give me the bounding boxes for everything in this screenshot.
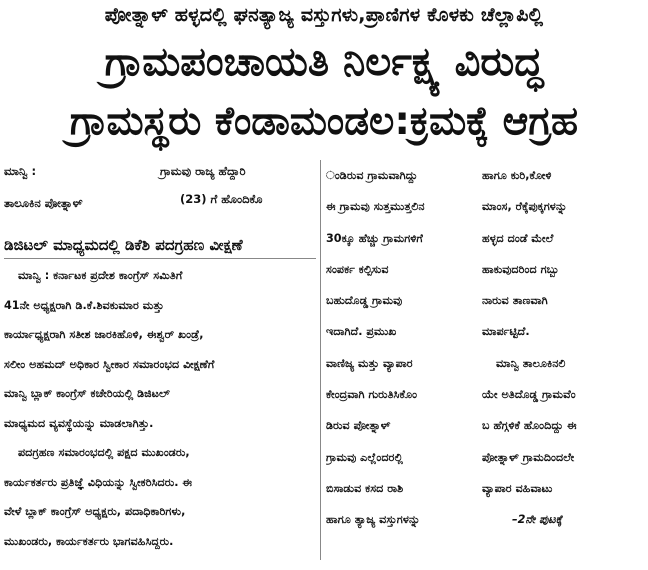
- column-line: ಗ್ರಾಮವು ಎಲ್ಲೆಂದರಲ್ಲಿ: [326, 450, 403, 464]
- sub-story-line: ಮಾನ್ವಿ : ಕರ್ನಾಟಕ ಪ್ರದೇಶ ಕಾಂಗ್ರೆಸ್ ಸಮಿತಿಗೆ: [18, 269, 183, 282]
- column-line: ಇದಾಗಿದೆ. ಪ್ರಮುಖ: [326, 325, 397, 339]
- dateline-text-2: ತಾಲೂಕಿನ ಪೋತ್ನಾಳ್: [4, 196, 83, 210]
- column-line: ಬಿಸಾಡುವ ಕಸದ ರಾಶಿ: [326, 481, 404, 495]
- dateline: [4, 160, 316, 216]
- column-line: ಹಾಗೂ ಕುರಿ,ಕೋಳಿ: [482, 169, 552, 182]
- kicker-headline: ಪೋತ್ನಾಳ್ ಹಳ್ಳದಲ್ಲಿ ಘನತ್ಯಾಜ್ಯ ವಸ್ತುಗಳು,ಪ್ರಾಣಿಗಳ ಕೊಳಕು ಚೆಲ್ಲಾಪಿಲ್ಲಿ: [104, 4, 544, 26]
- column-left: [4, 160, 316, 556]
- column-line: ಂಡಿರುವ ಗ್ರಾಮವಾಗಿದ್ದು: [326, 169, 418, 182]
- column-line: 30ಕ್ಕೂ ಹೆಚ್ಚು ಗ್ರಾಮಗಳಿಗೆ: [326, 231, 423, 245]
- column-line: ಕೇಂದ್ರವಾಗಿ ಗುರುತಿಸಿಕೊಂ: [326, 388, 418, 402]
- column-line: ಡಿರುವ ಪೋತ್ನಾಳ್: [326, 419, 391, 433]
- sub-story-line: ಸಲೀಂ ಅಹಮದ್ ಅಧಿಕಾರ ಸ್ವೀಕಾರ ಸಮಾರಂಭದ ವೀಕ್ಷಣೆಗೆ: [4, 357, 215, 371]
- main-headline-line-1: ಗ್ರಾಮಪಂಚಾಯತಿ ನಿರ್ಲಕ್ಷ್ಯ ವಿರುದ್ಧ: [104, 39, 544, 85]
- column-divider: [320, 160, 321, 560]
- column-line: ಬಹುದೊಡ್ಡ ಗ್ರಾಮವು: [326, 294, 403, 308]
- sub-story-body: [4, 261, 316, 556]
- sub-story-line: ಕಾರ್ಯಾಧ್ಯಕ್ಷರಾಗಿ ಸತೀಶ ಜಾರಕಿಹೊಳಿ, ಈಶ್ವರ್ ಖಂಡ್ರೆ,: [4, 328, 204, 341]
- column-line: ವ್ಯಾಪಾರ ವಹಿವಾಟು: [482, 481, 553, 495]
- dateline-text-3: (23) ಗೆ ಹೊಂದಿಕೊ: [180, 192, 263, 206]
- sub-story-line: ಕಾರ್ಯಕರ್ತರು ಪ್ರತಿಜ್ಞೆ ವಿಧಿಯನ್ನು ಸ್ವೀಕರಿಸಿದರು. ಈ: [4, 475, 193, 489]
- column-line: ಯೇ ಅತಿದೊಡ್ಡ ಗ್ರಾಮವೆಂ: [482, 388, 576, 402]
- main-headline-line-2: ಗ್ರಾಮಸ್ಥರು ಕೆಂಡಾಮಂಡಲ:ಕ್ರಮಕ್ಕೆ ಆಗ್ರಹ: [69, 99, 579, 144]
- column-line: ಹಾಕುವುದರಿಂದ ಗಬ್ಬು: [482, 262, 560, 276]
- sub-story-line: ಪದಗ್ರಹಣ ಸಮಾರಂಭದಲ್ಲಿ ಪಕ್ಷದ ಮುಖಂಡರು,: [18, 446, 190, 459]
- column-line: ಸಂಪರ್ಕ ಕಲ್ಪಿಸುವ: [326, 262, 389, 276]
- dateline-text-1: ಗ್ರಾಮವು ರಾಜ್ಯ ಹೆದ್ದಾರಿ: [160, 164, 246, 178]
- column-line: ಈ ಗ್ರಾಮವು ಸುತ್ತಮುತ್ತಲಿನ: [326, 200, 425, 214]
- column-line: ಬ ಹೆಗ್ಗಳಿಕೆ ಹೊಂದಿದ್ದು ಈ: [482, 419, 577, 433]
- sub-story-line: ಮಾಧ್ಯಮದ ವ್ಯವಸ್ಥೆಯನ್ನು ಮಾಡಲಾಗಿತ್ತು.: [4, 416, 154, 430]
- column-line: ಪೋತ್ನಾಳ್ ಗ್ರಾಮದಿಂದಲೇ: [482, 450, 575, 464]
- sub-story-line: ವೇಳೆ ಬ್ಲಾಕ್ ಕಾಂಗ್ರೆಸ್ ಅಧ್ಯಕ್ಷರು, ಪದಾಧಿಕಾರಿಗಳು,: [4, 505, 186, 518]
- dateline-place: ಮಾನ್ವಿ :: [4, 164, 37, 178]
- column-line: ನಾರುವ ತಾಣವಾಗಿ: [482, 294, 548, 308]
- column-line: ಮಾನ್ವಿ ತಾಲೂಕಿನಲಿ: [496, 356, 566, 370]
- column-middle: [326, 160, 476, 536]
- column-right: [482, 160, 644, 536]
- column-line: ಮಾಂಸ, ರೆಕ್ಕೆಪುಕ್ಕಗಳನ್ನು: [482, 200, 568, 214]
- sub-story-headline: ಡಿಜಿಟಲ್ ಮಾಧ್ಯಮದಲ್ಲಿ ಡಿಕೆಶಿ ಪದಗ್ರಹಣ ವೀಕ್ಷಣೆ: [4, 232, 316, 259]
- column-line: ಹಾಗೂ ತ್ಯಾಜ್ಯ ವಸ್ತುಗಳನ್ನು: [326, 513, 421, 527]
- column-line: ಮಾರ್ಪಟ್ಟಿದೆ.: [482, 325, 530, 339]
- sub-story-line: 41ನೇ ಅಧ್ಯಕ್ಷರಾಗಿ ಡಿ.ಕೆ.ಶಿವಕುಮಾರ ಮತ್ತು: [4, 298, 164, 312]
- column-line: ಹಳ್ಳದ ದಂಡೆ ಮೇಲೆ: [482, 231, 554, 245]
- continuation-note: –2ನೇ ಪುಟಕ್ಕೆ: [512, 513, 563, 527]
- column-line: ವಾಣಿಜ್ಯ ಮತ್ತು ವ್ಯಾಪಾರ: [326, 356, 413, 370]
- sub-story-line: ಮುಖಂಡರು, ಕಾರ್ಯಕರ್ತರು ಭಾಗವಹಿಸಿದ್ದರು.: [4, 534, 174, 548]
- sub-story-line: ಮಾನ್ವಿ ಬ್ಲಾಕ್ ಕಾಂಗ್ರೆಸ್ ಕಚೇರಿಯಲ್ಲಿ ಡಿಜಿಟಲ್: [4, 387, 170, 400]
